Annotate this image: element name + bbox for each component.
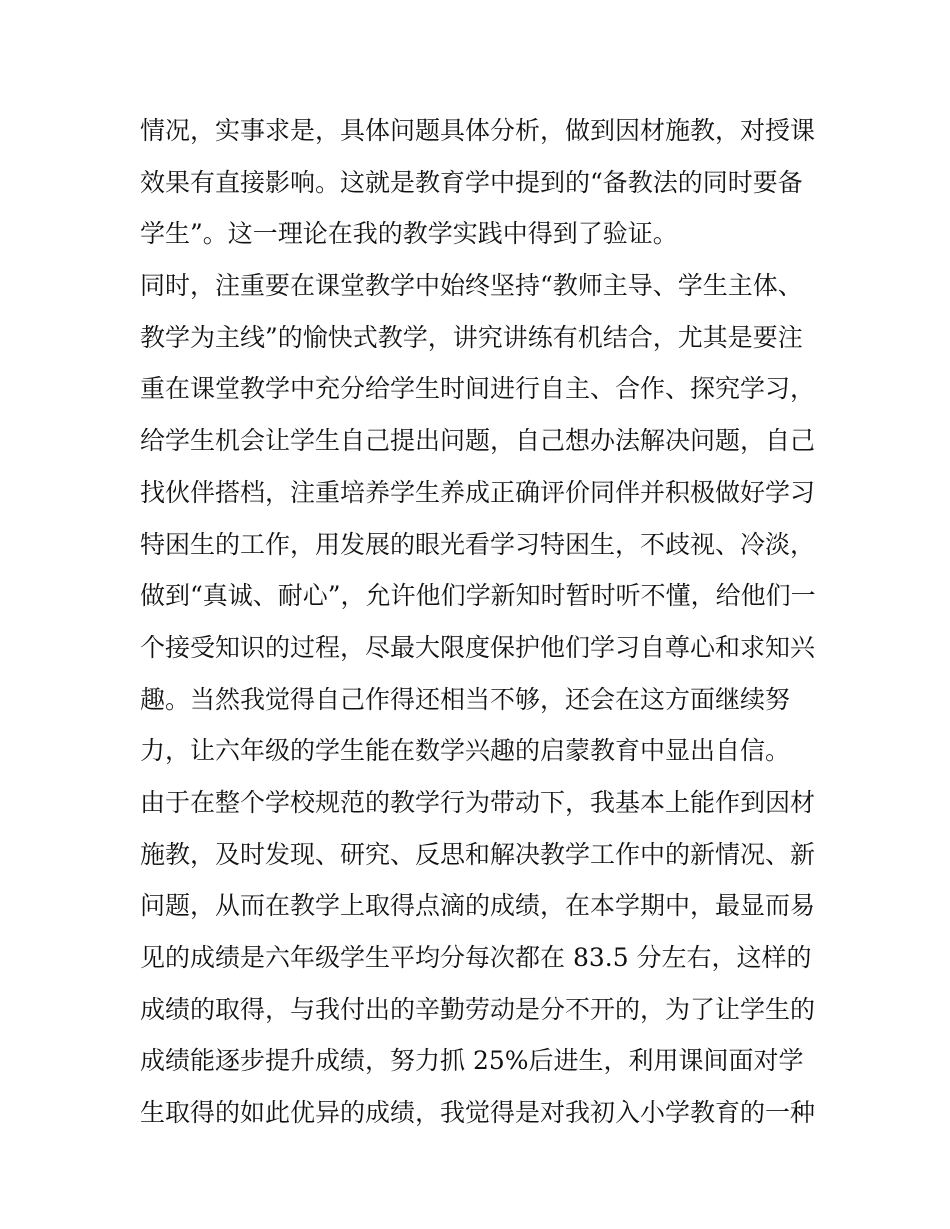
text-line-9: 特困生的工作，用发展的眼光看学习特困生，不歧视、冷淡， [140, 529, 816, 559]
text-line-10: 做到“真诚、耐心”，允许他们学新知时暂时听不懂，给他们一 [140, 581, 816, 611]
text-line-8: 找伙伴搭档，注重培养学生养成正确评价同伴并积极做好学习 [140, 477, 816, 507]
text-line-5: 教学为主线”的愉快式教学，讲究讲练有机结合，尤其是要注 [140, 322, 803, 352]
text-line-13: 力，让六年级的学生能在数学兴趣的启蒙教育中显出自信。 [140, 736, 791, 766]
text-line-2: 效果有直接影响。这就是教育学中提到的“备教法的同时要备 [140, 167, 803, 197]
text-line-14: 由于在整个学校规范的教学行为带动下，我基本上能作到因材 [140, 787, 816, 817]
text-line-7: 给学生机会让学生自己提出问题，自己想办法解决问题，自己 [140, 426, 816, 456]
text-line-18: 成绩的取得，与我付出的辛勤劳动是分不开的，为了让学生的 [140, 994, 816, 1024]
text-line-11: 个接受知识的过程，尽最大限度保护他们学习自尊心和求知兴 [140, 632, 816, 662]
body-text [140, 105, 820, 1139]
text-line-3: 学生”。这一理论在我的教学实践中得到了验证。 [140, 219, 678, 249]
text-line-6: 重在课堂教学中充分给学生时间进行自主、合作、探究学习， [140, 374, 816, 404]
text-line-19: 成绩能逐步提升成绩，努力抓 25%后进生，利用课间面对学 [140, 1046, 804, 1076]
text-line-17: 见的成绩是六年级学生平均分每次都在 83.5 分左右，这样的 [140, 943, 812, 972]
text-line-16: 问题，从而在教学上取得点滴的成绩，在本学期中，最显而易 [140, 891, 816, 921]
text-line-4: 同时，注重要在课堂教学中始终坚持“教师主导、学生主体、 [140, 271, 803, 301]
text-line-12: 趣。当然我觉得自己作得还相当不够，还会在这方面继续努 [140, 684, 791, 714]
text-line-15: 施教，及时发现、研究、反思和解决教学工作中的新情况、新 [140, 839, 816, 869]
text-line-1: 情况，实事求是，具体问题具体分析，做到因材施教，对授课 [140, 116, 816, 145]
text-line-20: 生取得的如此优异的成绩，我觉得是对我初入小学教育的一种 [140, 1098, 816, 1128]
